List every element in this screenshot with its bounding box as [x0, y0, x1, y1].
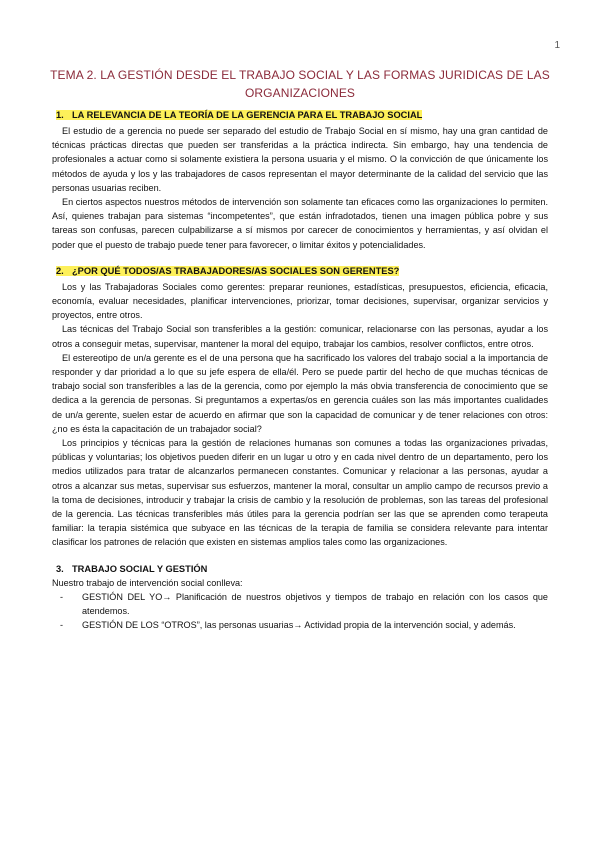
section-3-list	[52, 590, 548, 633]
list-item-text: GESTIÓN DEL YO→ Planificación de nuestros objetivos y tiempos de trabajo en relación con los casos que atendemos.	[82, 591, 548, 617]
section-1-number: 1.	[56, 110, 64, 120]
paragraph: En ciertos aspectos nuestros métodos de intervención son solamente tan eficaces como las organizaciones lo permiten. Así, quienes trabajan para sistemas “incompetentes”, que están infradotados, tienen una imagen pública pobre y sus tareas son confusas, parecen culpabilizarse a sí mismos por carecer de conocimientos y herramientas, y así olvidan el poder que el puesto de trabajo puede tener para favorecer, o limitar éxitos y potencialidades.	[52, 197, 548, 250]
list-item	[52, 618, 548, 632]
section-3-number: 3.	[56, 563, 64, 574]
section-3-title: TRABAJO SOCIAL Y GESTIÓN	[72, 563, 208, 574]
paragraph: Las técnicas del Trabajo Social son transferibles a la gestión: comunicar, relacionarse con las personas, ayudar a los otros a conseguir metas, supervisar, mantener la moral del equipo, trabajar los cambios, resolver conflictos, entre otros.	[52, 324, 548, 349]
page-number: 1	[554, 40, 560, 51]
section-2-heading	[56, 264, 548, 278]
section-2-title: ¿POR QUÉ TODOS/AS TRABAJADORES/AS SOCIALES SON GERENTES?	[72, 265, 400, 276]
paragraph: Los principios y técnicas para la gestión de relaciones humanas son comunes a todas las organizaciones privadas, públicas y voluntarias; los objetivos pueden diferir en un lugar u otro y en cada nivel dentro de un departamento, pero los medios utilizados para tratar de alcanzarlos permanecen constantes. Comunicar y relacionar a las personas, ayudar a otros a alcanzar sus metas, supervisar sus esfuerzos, mantener la moral, consultar un amplio campo de recursos previo a la toma de decisiones, introducir y trabajar la crisis de cambio y la resolución de problemas, son las tareas del profesional de la gerencia. Las técnicas transferibles más útiles para la gerencia podrían ser las que se aprenden como terapeuta familiar: la terapia sistémica que subyace en las técnicas de la terapia de familia se considera relevante para intentar clasificar los patrones de relación que existen en sistemas amplios tales como las organizaciones.	[52, 438, 548, 548]
paragraph: El estereotipo de un/a gerente es el de una persona que ha sacrificado los valores del trabajo social a la importancia de responder y dar prioridad a lo que su jefe espera de ella/él. Pero se puede partir del hecho de que muchas técnicas de trabajo social son transferibles a las de la gerencia, como por ejemplo la más obvia transferencia de conocimiento que se dedica a la gerencia de personas. Si preguntamos a expertas/os en gerencia cuáles son las más importantes cualidades de un/a gerente, suelen estar de acuerdo en afirmar que son la capacidad de comunicar y de tener relaciones con otros: ¿no es ésta la capacitación de un trabajador social?	[52, 352, 548, 434]
list-dash: -	[60, 591, 64, 602]
section-3-intro: Nuestro trabajo de intervención social conlleva:	[52, 577, 243, 588]
section-1-highlight	[56, 110, 422, 120]
paragraph: El estudio de a gerencia no puede ser separado del estudio de Trabajo Social en sí mismo, hay una gran cantidad de técnicas prácticas directas que pueden ser transferidas a la práctica indirecta. Sin embargo, hay una tendencia de profesionales a actuar como si solamente existiera la persona usuaria y el mismo. O la convicción de que únicamente los métodos de ayuda y los y las trabajadores de casos representan el mayor determinante de la calidad del servicio que las personas usuarias reciben.	[52, 126, 548, 193]
document-body	[52, 108, 548, 633]
list-item	[52, 590, 548, 618]
list-dash: -	[60, 620, 64, 631]
section-1-heading	[56, 108, 548, 122]
section-2-highlight	[56, 266, 399, 276]
section-2-number: 2.	[56, 265, 64, 276]
list-item-text: GESTIÓN DE LOS “OTROS”, las personas usuarias→ Actividad propia de la intervención social, y además.	[82, 620, 516, 631]
paragraph: Los y las Trabajadoras Sociales como gerentes: preparar reuniones, estadísticas, presupuestos, eficiencia, eficacia, economía, evaluar necesidades, planificar intervenciones, priorizar, tomar decisiones, supervisar, organizar servicios y proyectos, entre otros.	[52, 281, 548, 321]
document-title: TEMA 2. LA GESTIÓN DESDE EL TRABAJO SOCIAL Y LAS FORMAS JURIDICAS DE LAS ORGANIZACIONES	[50, 68, 550, 100]
section-3-heading	[52, 562, 548, 576]
section-1-title: LA RELEVANCIA DE LA TEORÍA DE LA GERENCIA PARA EL TRABAJO SOCIAL	[72, 110, 423, 120]
